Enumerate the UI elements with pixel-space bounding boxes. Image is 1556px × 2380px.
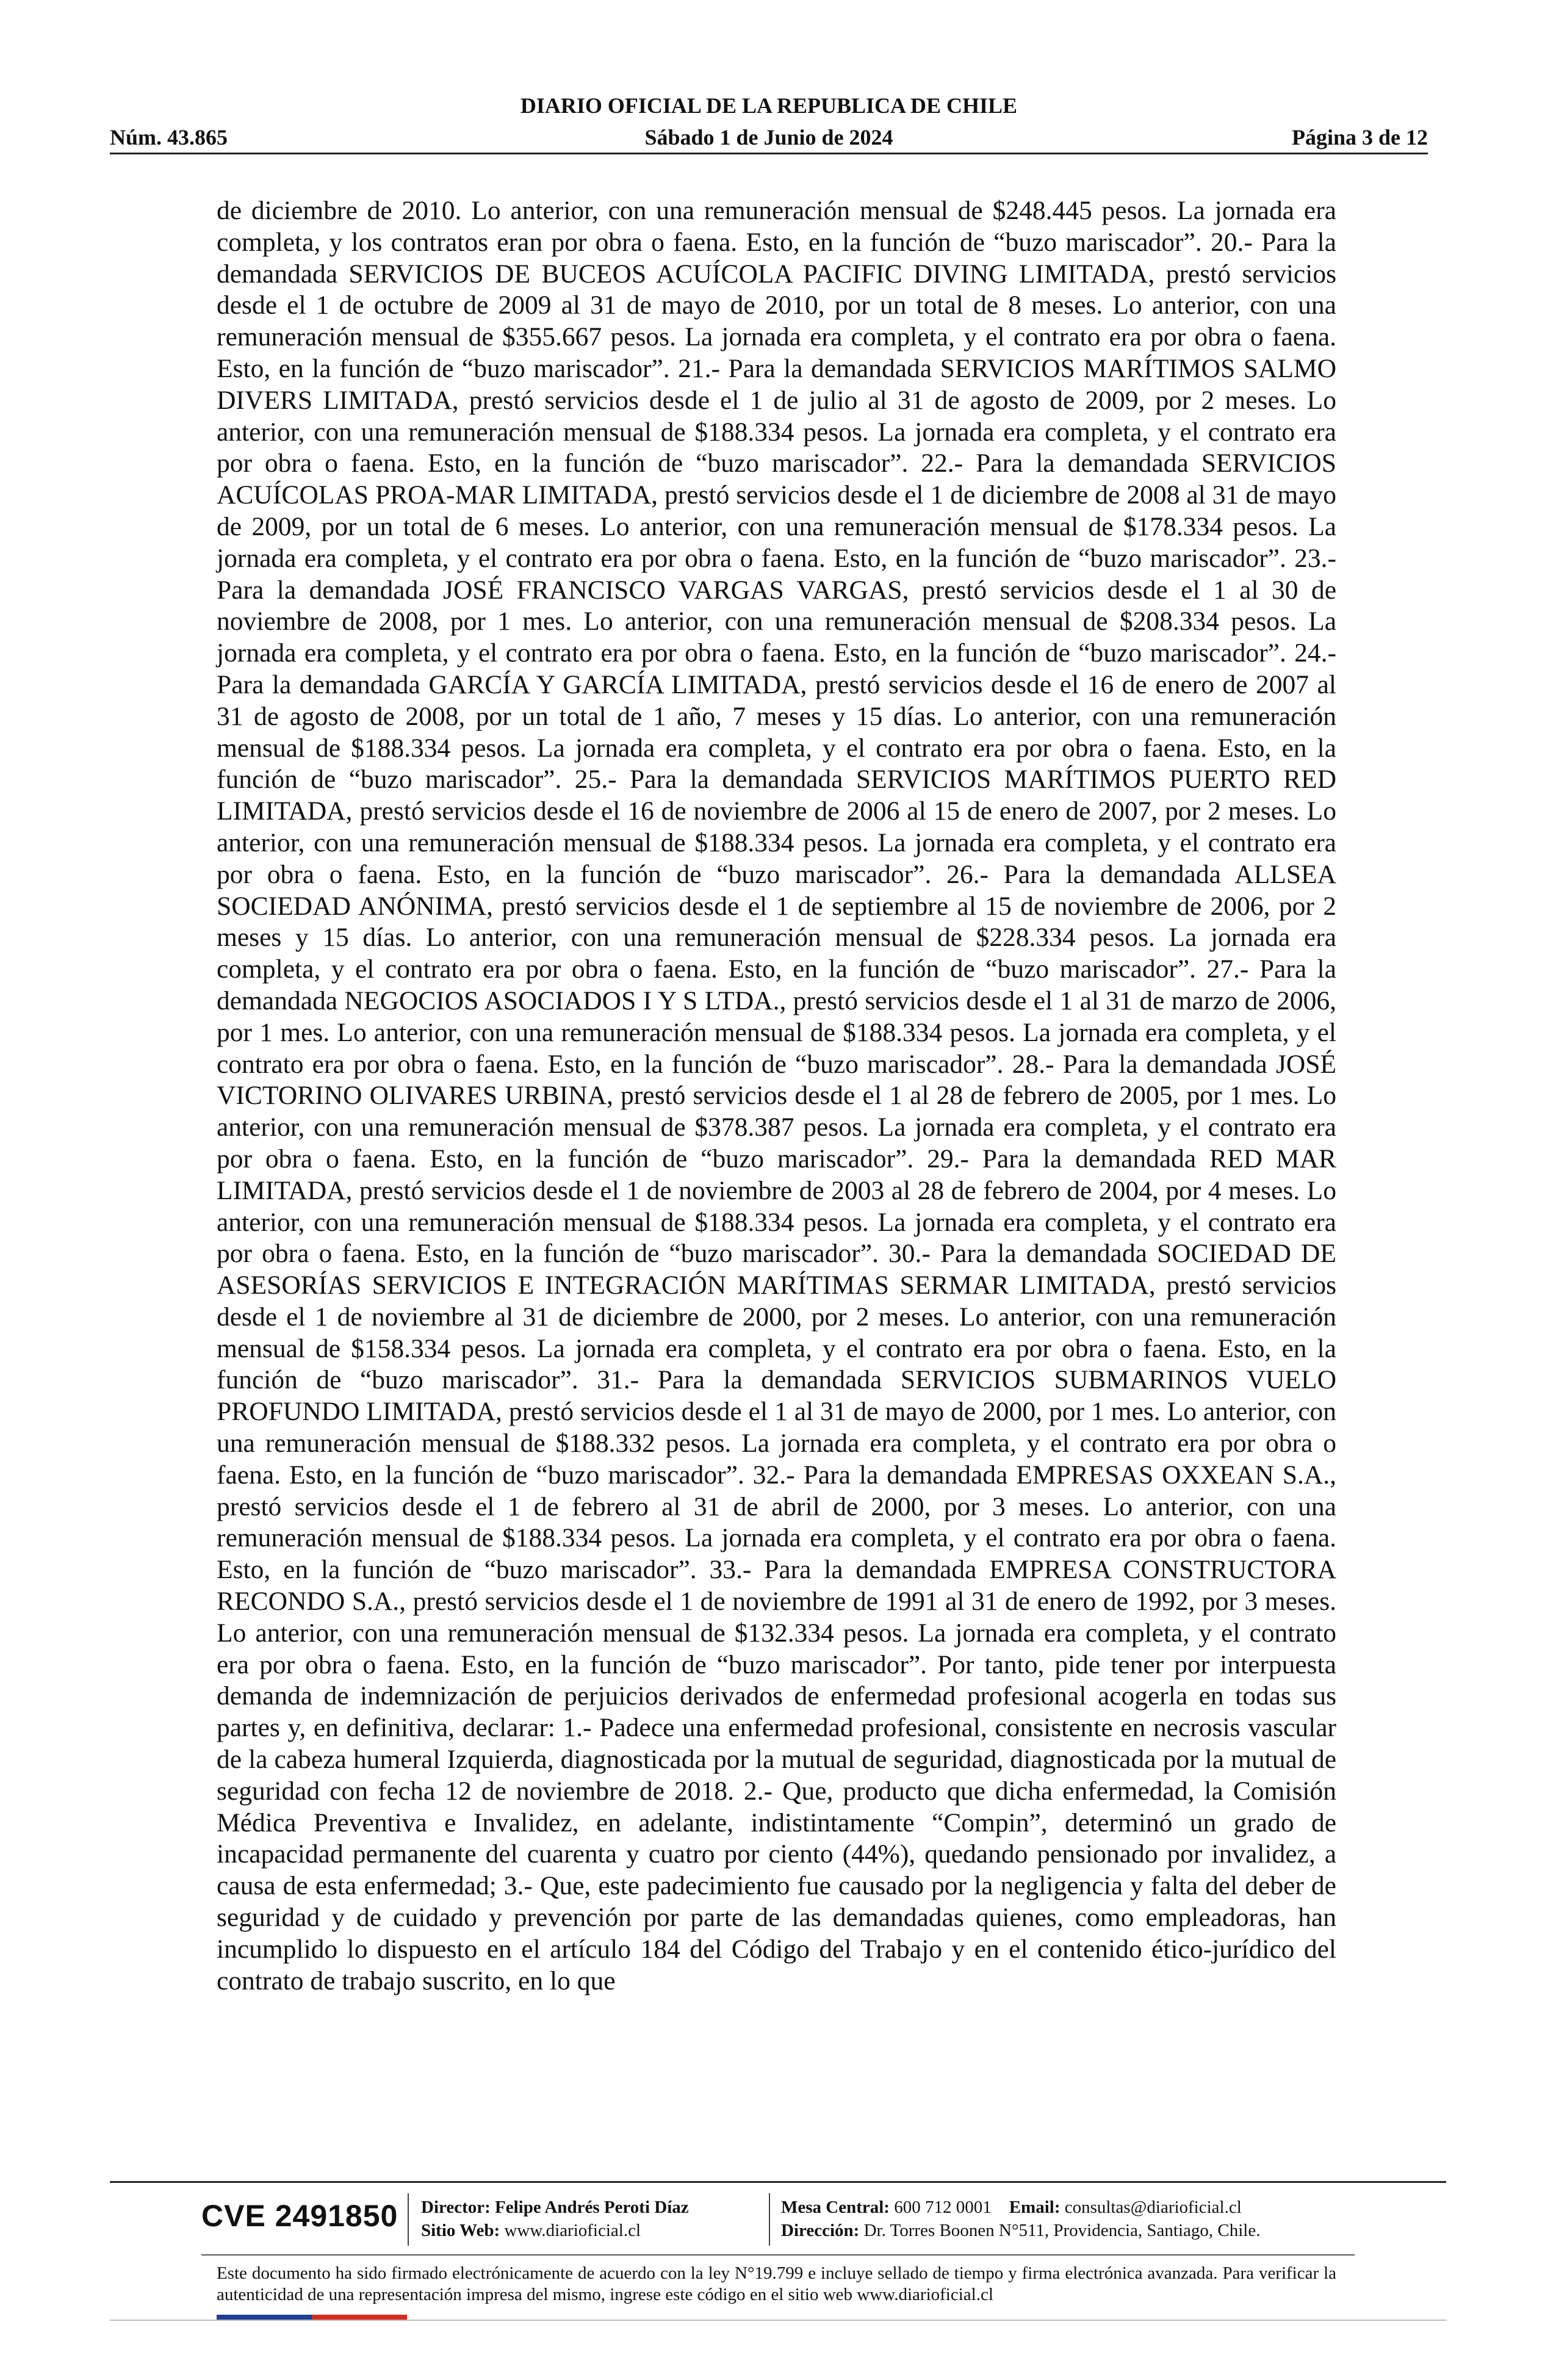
website-line xyxy=(421,2219,689,2242)
footer-divider-thin xyxy=(201,2254,1355,2256)
page-header xyxy=(110,93,1428,154)
article-body xyxy=(217,195,1336,1997)
flag-red-segment xyxy=(312,2315,407,2320)
footer-divider xyxy=(110,2181,1446,2183)
address-text: Dr. Torres Boonen N°511, Providencia, Santiago, Chile. xyxy=(863,2221,1261,2240)
footer-contact-column xyxy=(781,2196,1260,2242)
flag-blue-segment xyxy=(217,2315,312,2320)
header-divider xyxy=(110,153,1428,154)
address-line xyxy=(781,2219,1260,2242)
central-phone: 600 712 0001 xyxy=(894,2198,992,2217)
website-link[interactable]: www.diarioficial.cl xyxy=(504,2221,641,2240)
chile-flag-bar xyxy=(217,2315,407,2320)
legal-note: Este documento ha sido firmado electrónicamente de acuerdo con la ley N°19.799 e incluye sellado de tiempo y firma electrónica avanzada. Para verificar la autenticidad de una representación impresa del mismo, ingrese este código en el sitio web www.diarioficial.cl xyxy=(217,2263,1336,2304)
contact-line xyxy=(781,2196,1260,2219)
website-label: Sitio Web: xyxy=(421,2221,500,2240)
footer-info xyxy=(201,2193,1355,2248)
email-label: Email: xyxy=(1009,2198,1061,2217)
director-name: Felipe Andrés Peroti Díaz xyxy=(495,2198,689,2217)
director-line xyxy=(421,2196,689,2219)
footer-separator xyxy=(769,2193,770,2246)
director-label: Director: xyxy=(421,2198,491,2217)
body-paragraph: de diciembre de 2010. Lo anterior, con una remuneración mensual de $248.445 pesos. La jornada era completa, y los contratos eran por obra o faena. Esto, en la función de “buzo mariscador”. 20.- Para la demandada SERVICIOS DE BUCEOS ACUÍCOLA PACIFIC DIVING LIMITADA, prestó servicios desde el 1 de octubre de 2009 al 31 de mayo de 2010, por un total de 8 meses. Lo anterior, con una remuneración mensual de $355.667 pesos. La jornada era completa, y el contrato era por obra o faena. Esto, en la función de “buzo mariscador”. 21.- Para la demandada SERVICIOS MARÍTIMOS SALMO DIVERS LIMITADA, prestó servicios desde el 1 de julio al 31 de agosto de 2009, por 2 meses. Lo anterior, con una remuneración mensual de $188.334 pesos. La jornada era completa, y el contrato era por obra o faena. Esto, en la función de “buzo mariscador”. 22.- Para la demandada SERVICIOS ACUÍCOLAS PROA-MAR LIMITADA, prestó servicios desde el 1 de diciembre de 2008 al 31 de mayo de 2009, por un total de 6 meses. Lo anterior, con una remuneración mensual de $178.334 pesos. La jornada era completa, y el contrato era por obra o faena. Esto, en la función de “buzo mariscador”. 23.- Para la demandada JOSÉ FRANCISCO VARGAS VARGAS, prestó servicios desde el 1 al 30 de noviembre de 2008, por 1 mes. Lo anterior, con una remuneración mensual de $208.334 pesos. La jornada era completa, y el contrato era por obra o faena. Esto, en la función de “buzo mariscador”. 24.- Para la demandada GARCÍA Y GARCÍA LIMITADA, prestó servicios desde el 16 de enero de 2007 al 31 de agosto de 2008, por un total de 1 año, 7 meses y 15 días. Lo anterior, con una remuneración mensual de $188.334 pesos. La jornada era completa, y el contrato era por obra o faena. Esto, en la función de “buzo mariscador”. 25.- Para la demandada SERVICIOS MARÍTIMOS PUERTO RED LIMITADA, prestó servicios desde el 16 de noviembre de 2006 al 15 de enero de 2007, por 2 meses. Lo anterior, con una remuneración mensual de $188.334 pesos. La jornada era completa, y el contrato era por obra o faena. Esto, en la función de “buzo mariscador”. 26.- Para la demandada ALLSEA SOCIEDAD ANÓNIMA, prestó servicios desde el 1 de septiembre al 15 de noviembre de 2006, por 2 meses y 15 días. Lo anterior, con una remuneración mensual de $228.334 pesos. La jornada era completa, y el contrato era por obra o faena. Esto, en la función de “buzo mariscador”. 27.- Para la demandada NEGOCIOS ASOCIADOS I Y S LTDA., prestó servicios desde el 1 al 31 de marzo de 2006, por 1 mes. Lo anterior, con una remuneración mensual de $188.334 pesos. La jornada era completa, y el contrato era por obra o faena. Esto, en la función de “buzo mariscador”. 28.- Para la demandada JOSÉ VICTORINO OLIVARES URBINA, prestó servicios desde el 1 al 28 de febrero de 2005, por 1 mes. Lo anterior, con una remuneración mensual de $378.387 pesos. La jornada era completa, y el contrato era por obra o faena. Esto, en la función de “buzo mariscador”. 29.- Para la demandada RED MAR LIMITADA, prestó servicios desde el 1 de noviembre de 2003 al 28 de febrero de 2004, por 4 meses. Lo anterior, con una remuneración mensual de $188.334 pesos. La jornada era completa, y el contrato era por obra o faena. Esto, en la función de “buzo mariscador”. 30.- Para la demandada SOCIEDAD DE ASESORÍAS SERVICIOS E INTEGRACIÓN MARÍTIMAS SERMAR LIMITADA, prestó servicios desde el 1 de noviembre al 31 de diciembre de 2000, por 2 meses. Lo anterior, con una remuneración mensual de $158.334 pesos. La jornada era completa, y el contrato era por obra o faena. Esto, en la función de “buzo mariscador”. 31.- Para la demandada SERVICIOS SUBMARINOS VUELO PROFUNDO LIMITADA, prestó servicios desde el 1 al 31 de mayo de 2000, por 1 mes. Lo anterior, con una remuneración mensual de $188.332 pesos. La jornada era completa, y el contrato era por obra o faena. Esto, en la función de “buzo mariscador”. 32.- Para la demandada EMPRESAS OXXEAN S.A., prestó servicios desde el 1 de febrero al 31 de abril de 2000, por 3 meses. Lo anterior, con una remuneración mensual de $188.334 pesos. La jornada era completa, y el contrato era por obra o faena. Esto, en la función de “buzo mariscador”. 33.- Para la demandada EMPRESA CONSTRUCTORA RECONDO S.A., prestó servicios desde el 1 de noviembre de 1991 al 31 de enero de 1992, por 3 meses. Lo anterior, con una remuneración mensual de $132.334 pesos. La jornada era completa, y el contrato era por obra o faena. Esto, en la función de “buzo mariscador”. Por tanto, pide tener por interpuesta demanda de indemnización de perjuicios derivados de enfermedad profesional acogerla en todas sus partes y, en definitiva, declarar: 1.- Padece una enfermedad profesional, consistente en necrosis vascular de la cabeza humeral Izquierda, diagnosticada por la mutual de seguridad, diagnosticada por la mutual de seguridad con fecha 12 de noviembre de 2018. 2.- Que, producto que dicha enfermedad, la Comisión Médica Preventiva e Invalidez, en adelante, indistintamente “Compin”, determinó un grado de incapacidad permanente del cuarenta y cuatro por ciento (44%), quedando pensionado por invalidez, a causa de esta enfermedad; 3.- Que, este padecimiento fue causado por la negligencia y falta del deber de seguridad y de cuidado y prevención por parte de las demandadas quienes, como empleadoras, han incumplido lo dispuesto en el artículo 184 del Código del Trabajo y en el contenido ético-jurídico del contrato de trabajo suscrito, en lo que xyxy=(217,196,1336,1996)
newspaper-title: DIARIO OFICIAL DE LA REPUBLICA DE CHILE xyxy=(520,93,1018,118)
footer-separator xyxy=(408,2193,409,2246)
footer-bottom-divider xyxy=(110,2320,1446,2321)
central-label: Mesa Central: xyxy=(781,2198,890,2217)
cve-code: CVE 2491850 xyxy=(201,2199,398,2233)
issue-number: Núm. 43.865 xyxy=(110,125,228,150)
address-label: Dirección: xyxy=(781,2221,860,2240)
email-link[interactable]: consultas@diarioficial.cl xyxy=(1064,2198,1242,2217)
footer-director-column xyxy=(421,2196,689,2242)
issue-date: Sábado 1 de Junio de 2024 xyxy=(644,125,893,150)
page-number: Página 3 de 12 xyxy=(1291,125,1428,150)
